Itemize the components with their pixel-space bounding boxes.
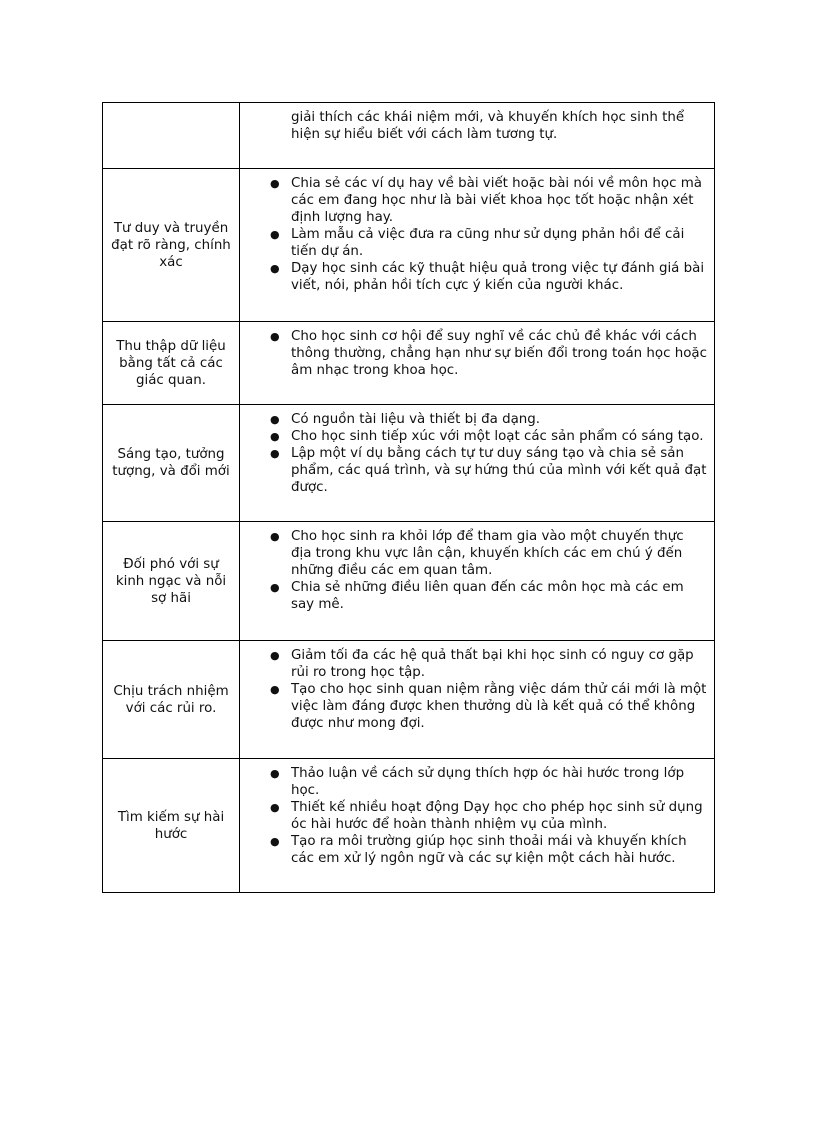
list-item: ● Cho học sinh ra khỏi lớp để tham gia vào một chuyến thực địa trong khu vực lân cận, khuyến khích các em chú ý đến những điều các em quan tâm. [270, 529, 684, 578]
table-row [103, 103, 715, 169]
row-content [240, 522, 715, 641]
row-label: Tìm kiếm sự hài hước [103, 759, 240, 893]
bullet-icon: ● [270, 581, 280, 594]
table-row [103, 522, 715, 641]
bullet-list [240, 328, 708, 379]
table-row [103, 641, 715, 759]
bullet-icon: ● [270, 430, 280, 443]
list-item: ● Dạy học sinh các kỹ thuật hiệu quả trong việc tự đánh giá bài viết, nói, phản hồi tích cực ý kiến của người khác. [270, 261, 705, 293]
list-item: ● Tạo ra môi trường giúp học sinh thoải mái và khuyến khích các em xử lý ngôn ngữ và các sự kiện một cách hài hước. [270, 834, 687, 866]
bullet-list [240, 528, 708, 613]
row-label: Sáng tạo, tưởng tượng, và đổi mới [103, 405, 240, 522]
table-row [103, 405, 715, 522]
bullet-icon: ● [270, 530, 280, 543]
bullet-list [240, 175, 708, 294]
row-content [240, 759, 715, 893]
list-item: ● Lập một ví dụ bằng cách tự tư duy sáng tạo và chia sẻ sản phẩm, các quá trình, và sự hứng thú của mình với kết quả đạt được. [270, 446, 707, 495]
table-row [103, 759, 715, 893]
list-item: ● Làm mẫu cả việc đưa ra cũng như sử dụng phản hồi để cải tiến dự án. [270, 227, 685, 259]
bullet-icon: ● [270, 683, 280, 696]
bullet-icon: ● [270, 649, 280, 662]
bullet-icon: ● [270, 262, 280, 275]
list-item: ● Thảo luận về cách sử dụng thích hợp óc hài hước trong lớp học. [270, 766, 685, 798]
continuation-cell [240, 103, 715, 169]
strategies-table [102, 102, 715, 893]
bullet-list [240, 647, 708, 732]
table-row [103, 169, 715, 322]
bullet-icon: ● [270, 835, 280, 848]
bullet-icon: ● [270, 447, 280, 460]
bullet-icon: ● [270, 767, 280, 780]
row-content [240, 641, 715, 759]
list-item: ● Tạo cho học sinh quan niệm rằng việc dám thử cái mới là một việc làm đáng được khen thưởng dù là kết quả có thể không được như mong đợi. [270, 682, 707, 731]
bullet-icon: ● [270, 801, 280, 814]
bullet-list [240, 411, 708, 496]
empty-label-cell [103, 103, 240, 169]
continuation-text: giải thích các khái niệm mới, và khuyến khích học sinh thể hiện sự hiểu biết với cách làm tương tự. [291, 110, 685, 142]
list-item: ● Có nguồn tài liệu và thiết bị đa dạng. [270, 412, 541, 427]
bullet-icon: ● [270, 330, 280, 343]
bullet-icon: ● [270, 228, 280, 241]
row-label: Thu thập dữ liệu bằng tất cả các giác quan. [103, 322, 240, 405]
list-item: ● Cho học sinh cơ hội để suy nghĩ về các chủ đề khác với cách thông thường, chẳng hạn như sự biến đổi trong toán học hoặc âm nhạc trong khoa học. [270, 329, 707, 378]
row-content [240, 322, 715, 405]
bullet-icon: ● [270, 177, 280, 190]
row-content [240, 169, 715, 322]
list-item: ● Chia sẻ các ví dụ hay về bài viết hoặc bài nói về môn học mà các em đang học như là bài viết khoa học tốt hoặc nhận xét định lượng hay. [270, 176, 702, 225]
list-item: ● Thiết kế nhiều hoạt động Dạy học cho phép học sinh sử dụng óc hài hước để hoàn thành nhiệm vụ của mình. [270, 800, 703, 832]
row-label: Đối phó với sự kinh ngạc và nỗi sợ hãi [103, 522, 240, 641]
list-item: ● Cho học sinh tiếp xúc với một loạt các sản phẩm có sáng tạo. [270, 429, 704, 444]
row-label: Tư duy và truyền đạt rõ ràng, chính xác [103, 169, 240, 322]
row-label: Chịu trách nhiệm với các rủi ro. [103, 641, 240, 759]
list-item: ● Chia sẻ những điều liên quan đến các môn học mà các em say mê. [270, 580, 684, 612]
list-item: ● Giảm tối đa các hệ quả thất bại khi học sinh có nguy cơ gặp rủi ro trong học tập. [270, 648, 694, 680]
bullet-icon: ● [270, 413, 280, 426]
row-content [240, 405, 715, 522]
table-row [103, 322, 715, 405]
bullet-list [240, 765, 708, 867]
